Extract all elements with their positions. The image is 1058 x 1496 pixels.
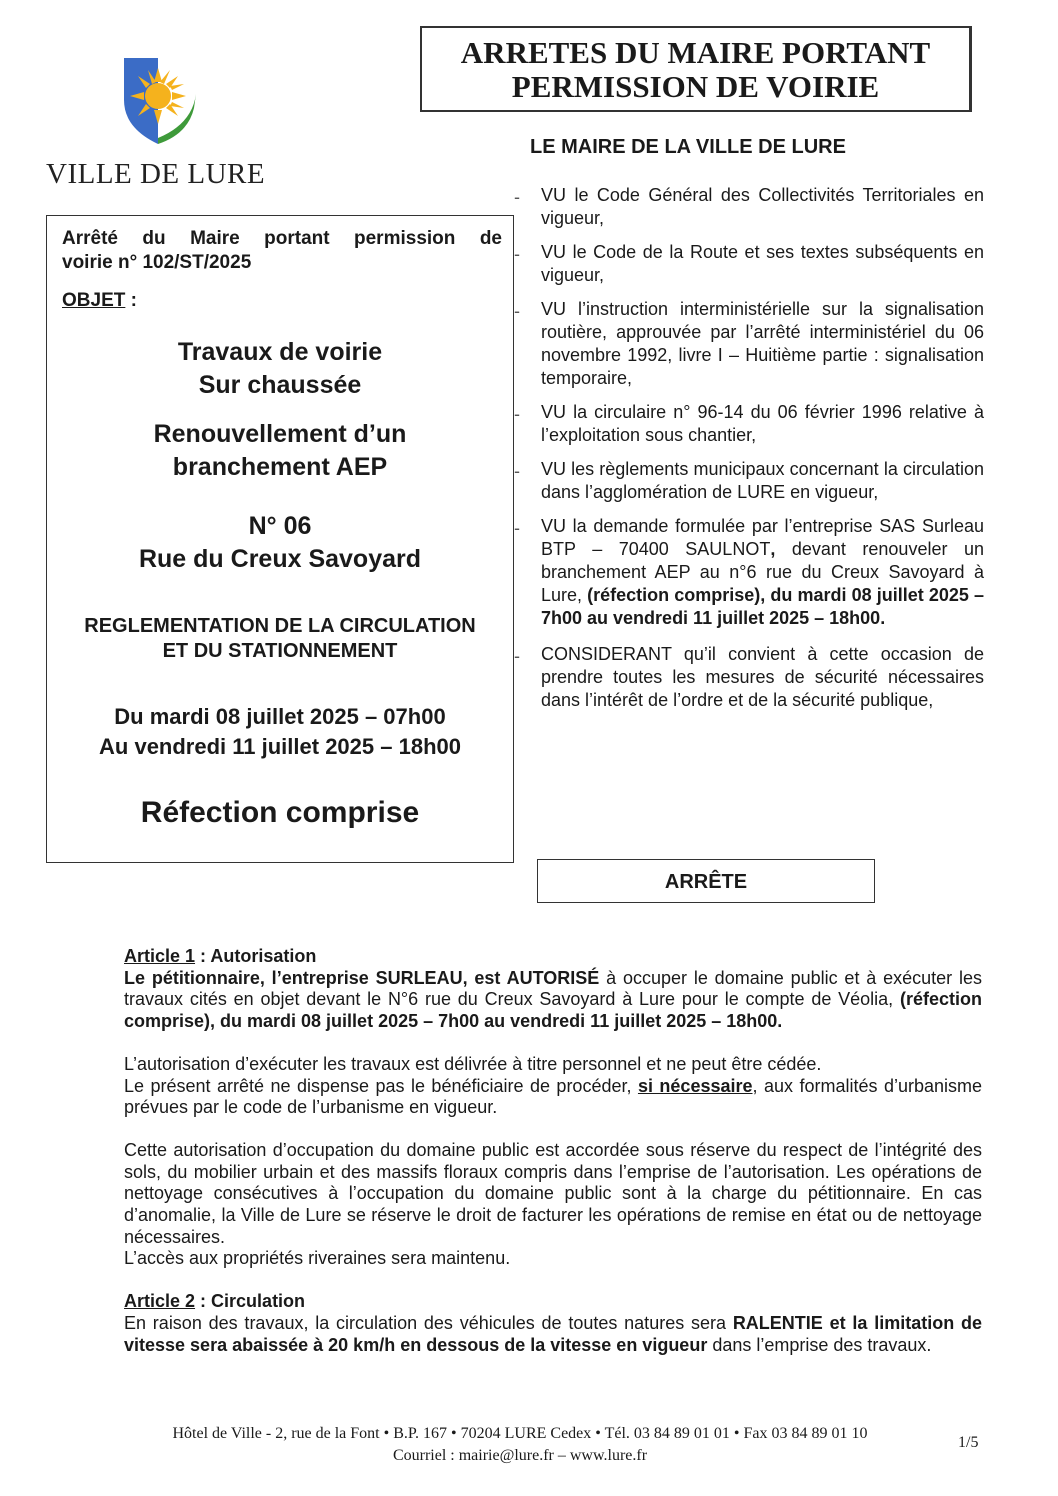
works-description-line2: branchement AEP <box>172 453 388 481</box>
article-text: L’accès aux propriétés riveraines sera maintenu. <box>124 1248 511 1269</box>
objet-label <box>62 290 137 312</box>
article-text: En raison des travaux, la circulation des véhicules de toutes natures sera <box>124 1312 733 1333</box>
city-name: VILLE DE LURE <box>46 158 266 190</box>
list-dash: - <box>514 461 520 481</box>
reglementation-heading <box>46 614 514 664</box>
articles-section <box>124 946 982 1377</box>
article-2 <box>124 1291 982 1356</box>
considerant-text: CONSIDERANT qu’il convient à cette occasion de prendre toutes les mesures de sécurité nécessaires dans l’intérêt de l’ordre et de la sécurité publique, <box>541 644 984 710</box>
considerant-item <box>514 643 984 712</box>
works-address <box>46 510 514 576</box>
works-description <box>46 418 514 484</box>
reglementation-line1: REGLEMENTATION DE LA CIRCULATION <box>84 615 476 637</box>
article-text: Le présent arrêté ne dispense pas le bénéficiaire de procéder, <box>124 1075 638 1096</box>
document-title-line2: PERMISSION DE VOIRIE <box>511 69 880 104</box>
arrete-heading: ARRÊTE <box>537 859 875 903</box>
city-logo <box>118 54 202 150</box>
article-text-bold-underline: si nécessaire <box>637 1075 753 1096</box>
document-title-line1: ARRETES DU MAIRE PORTANT <box>460 35 931 70</box>
article-1-label: Article 1 <box>124 946 196 966</box>
article-text-bold: Le pétitionnaire, l’entreprise SURLEAU, est AUTORISÉ <box>124 967 600 988</box>
list-dash: - <box>514 518 520 538</box>
list-dash: - <box>514 244 520 264</box>
objet-label-colon: : <box>125 290 137 311</box>
considerant-item <box>514 298 984 390</box>
date-from: Du mardi 08 juillet 2025 – 07h00 <box>114 704 446 729</box>
article-1 <box>124 946 982 1033</box>
considerant-item <box>514 401 984 447</box>
article-text-bold: (réfection comprise), du mardi 08 juillet 2025 – 7h00 au vendredi 11 juillet 2025 – 18h00. <box>124 989 982 1032</box>
refection-note: Réfection comprise <box>140 796 420 829</box>
considerant-text: VU la demande formulée par l’entreprise SAS Surleau BTP – 70400 SAULNOT <box>541 516 984 559</box>
date-to: Au vendredi 11 juillet 2025 – 18h00 <box>99 734 461 759</box>
objet-label-text: OBJET <box>62 290 126 311</box>
list-dash: - <box>514 646 520 666</box>
considerant-text: VU le Code de la Route et ses textes subséquents en vigueur, <box>541 242 984 285</box>
page-number: 1/5 <box>958 1434 979 1451</box>
article-2-heading <box>124 1291 982 1313</box>
arrete-reference <box>62 227 502 275</box>
article-2-paragraph <box>124 1313 982 1356</box>
considerant-text: devant renouveler un branchement AEP au n°6 rue du Creux Savoyard à Lure, <box>541 539 984 605</box>
considerant-item <box>514 184 984 230</box>
address-street: Rue du Creux Savoyard <box>138 545 422 573</box>
address-number: N° 06 <box>248 512 312 540</box>
works-title-line2: Sur chaussée <box>198 371 362 399</box>
considerant-text-bold: (réfection comprise), du mardi 08 juillet 2025 – 7h00 au vendredi 11 juillet 2025 – 18h00. <box>541 585 984 628</box>
article-1-paragraph-2 <box>124 1054 982 1119</box>
article-text: dans l’emprise des travaux. <box>707 1334 932 1355</box>
considerant-text: VU l’instruction interministérielle sur la signalisation routière, approuvée par l’arrêté interministériel du 06 novembre 1992, livre I – Huitième partie : signalisation temporaire, <box>541 299 984 388</box>
considerant-item <box>514 241 984 287</box>
considerant-text: VU la circulaire n° 96-14 du 06 février 1996 relative à l’exploitation sous chantier, <box>541 402 984 445</box>
arrete-reference-line2: voirie n° 102/ST/2025 <box>62 252 252 273</box>
article-text: L’autorisation d’exécuter les travaux est délivrée à titre personnel et ne peut être cédée. <box>124 1053 822 1074</box>
list-dash: - <box>514 404 520 424</box>
works-dates <box>46 702 514 762</box>
works-title-line1: Travaux de voirie <box>177 338 383 366</box>
mayor-heading: LE MAIRE DE LA VILLE DE LURE <box>530 136 846 158</box>
article-1-paragraph <box>124 1076 982 1119</box>
arrete-reference-line1: Arrêté du Maire portant permission de <box>62 228 502 249</box>
footer <box>0 1423 1040 1467</box>
article-1-paragraph <box>124 968 982 1033</box>
article-1-heading <box>124 946 982 968</box>
article-text: à occuper le domaine public et à exécuter les travaux cités en objet devant le N°6 rue du Creux Savoyard à Lure pour le compte de Véolia, <box>124 967 983 1010</box>
article-text-bold: RALENTIE et la limitation de vitesse sera abaissée à 20 km/h en dessous de la vitesse en vigueur <box>124 1312 982 1355</box>
list-dash: - <box>514 187 520 207</box>
considerant-item <box>514 515 984 630</box>
works-description-line1: Renouvellement d’un <box>153 420 407 448</box>
footer-address: Hôtel de Ville - 2, rue de la Font • B.P. 167 • 70204 LURE Cedex • Tél. 03 84 89 01 01 • Fax 03 84 89 01 10 <box>172 1425 868 1442</box>
article-text: , aux formalités d’urbanisme prévues par le code de l’urbanisme en vigueur. <box>124 1075 982 1118</box>
document-title-box <box>420 26 972 112</box>
article-1-title: : Autorisation <box>195 946 317 966</box>
considerant-text-bold: , <box>770 539 776 559</box>
article-text: Cette autorisation d’occupation du domaine public est accordée sous réserve du respect de l’intégrité des sols, du mobilier urbain et des massifs floraux compris dans l’emprise de l’autorisation. Les opérations de nettoyage consécutives à l’occupation du domaine public sont à la charge du pétitionnaire. En cas d’anomalie, la Ville de Lure se réserve le droit de facturer les opérations de remise en état ou de nettoyage nécessaires. <box>124 1139 982 1247</box>
considerant-item <box>514 458 984 504</box>
works-title <box>46 336 514 402</box>
considerant-text: VU les règlements municipaux concernant la circulation dans l’agglomération de LURE en vigueur, <box>541 459 984 502</box>
reglementation-line2: ET DU STATIONNEMENT <box>162 640 398 662</box>
article-2-title: : Circulation <box>195 1291 306 1312</box>
article-2-label: Article 2 <box>124 1291 196 1312</box>
considerant-text: VU le Code Général des Collectivités Territoriales en vigueur, <box>541 185 984 228</box>
footer-contact: Courriel : mairie@lure.fr – www.lure.fr <box>392 1447 648 1464</box>
considerants-list <box>514 184 984 723</box>
list-dash: - <box>514 301 520 321</box>
article-1-paragraph-3 <box>124 1140 982 1270</box>
